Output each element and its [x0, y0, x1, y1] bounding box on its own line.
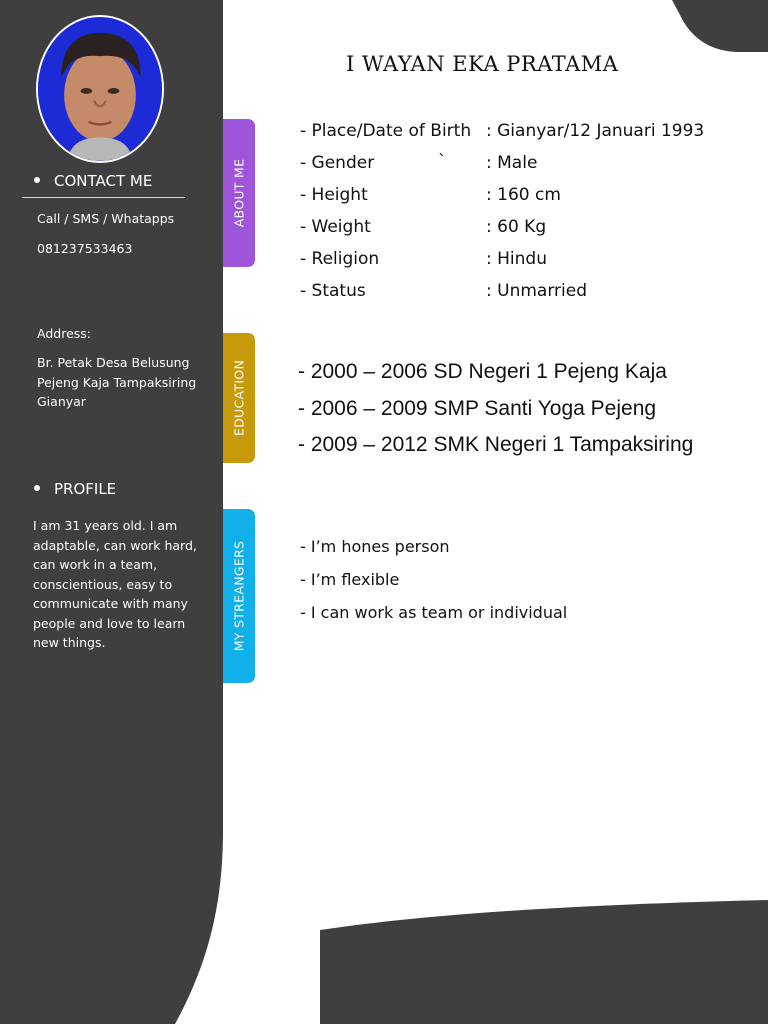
- stray-mark: `: [438, 151, 446, 170]
- profile-text: [33, 516, 197, 653]
- tab-strengths-label: MY STREANGERS: [231, 540, 247, 652]
- education-list: [298, 357, 693, 467]
- profile-line: can work in a team,: [33, 557, 158, 572]
- profile-line: adaptable, can work hard,: [33, 537, 197, 553]
- strength-item: - I’m hones person: [300, 537, 450, 556]
- profile-line: new things.: [33, 635, 106, 650]
- detail-label: - Gender: [300, 153, 375, 173]
- strength-item: - I can work as team or individual: [300, 603, 568, 622]
- profile-heading: PROFILE: [34, 480, 116, 498]
- detail-value: : 60 Kg: [486, 217, 547, 237]
- education-item: - 2000 – 2006 SD Negeri 1 Pejeng Kaja: [298, 360, 667, 383]
- tab-education-label: EDUCATION: [231, 359, 247, 437]
- portrait-image: [38, 17, 162, 161]
- address-label: Address:: [37, 326, 91, 341]
- profile-line: conscientious, easy to: [33, 576, 173, 592]
- detail-value: : Unmarried: [486, 281, 587, 301]
- contact-heading: CONTACT ME: [34, 172, 152, 190]
- bullet-dot-icon: [34, 177, 40, 183]
- detail-value: : Male: [486, 153, 538, 173]
- detail-value: : 160 cm: [486, 185, 561, 205]
- detail-label: - Weight: [300, 217, 371, 237]
- education-item: - 2009 – 2012 SMK Negeri 1 Tampaksiring: [298, 433, 694, 456]
- contact-divider: [22, 197, 185, 198]
- address-text: [37, 353, 196, 412]
- bullet-dot-icon: [34, 485, 40, 491]
- address-line: Pejeng Kaja Tampaksiring: [37, 374, 197, 390]
- phone-number: 081237533463: [37, 241, 133, 256]
- profile-line: I am 31 years old. I am: [33, 518, 178, 533]
- education-item: - 2006 – 2009 SMP Santi Yoga Pejeng: [298, 396, 657, 420]
- bottom-wave-shape: [320, 900, 768, 1024]
- tab-about-me-label: ABOUT ME: [231, 158, 247, 228]
- profile-line: people and love to learn: [33, 615, 186, 631]
- tab-about-me: [223, 119, 255, 267]
- tab-education: [223, 333, 255, 463]
- address-line: Br. Petak Desa Belusung: [37, 355, 190, 370]
- tab-strengths: [223, 509, 255, 683]
- detail-label: - Religion: [300, 249, 380, 269]
- detail-value: : Gianyar/12 Januari 1993: [486, 121, 705, 141]
- address-line: Gianyar: [37, 394, 86, 409]
- detail-value: : Hindu: [486, 249, 547, 269]
- detail-label: - Height: [300, 185, 368, 205]
- detail-label: - Status: [300, 281, 366, 301]
- contact-label: Call / SMS / Whatapps: [37, 211, 175, 226]
- detail-label: - Place/Date of Birth: [300, 121, 472, 141]
- profile-photo: [36, 15, 164, 163]
- profile-line: communicate with many: [33, 596, 188, 611]
- strength-item: - I’m flexible: [300, 570, 400, 589]
- page-title: I WAYAN EKA PRATAMA: [346, 52, 619, 76]
- strengths-list: [300, 535, 567, 634]
- top-right-corner-shape: [672, 0, 768, 52]
